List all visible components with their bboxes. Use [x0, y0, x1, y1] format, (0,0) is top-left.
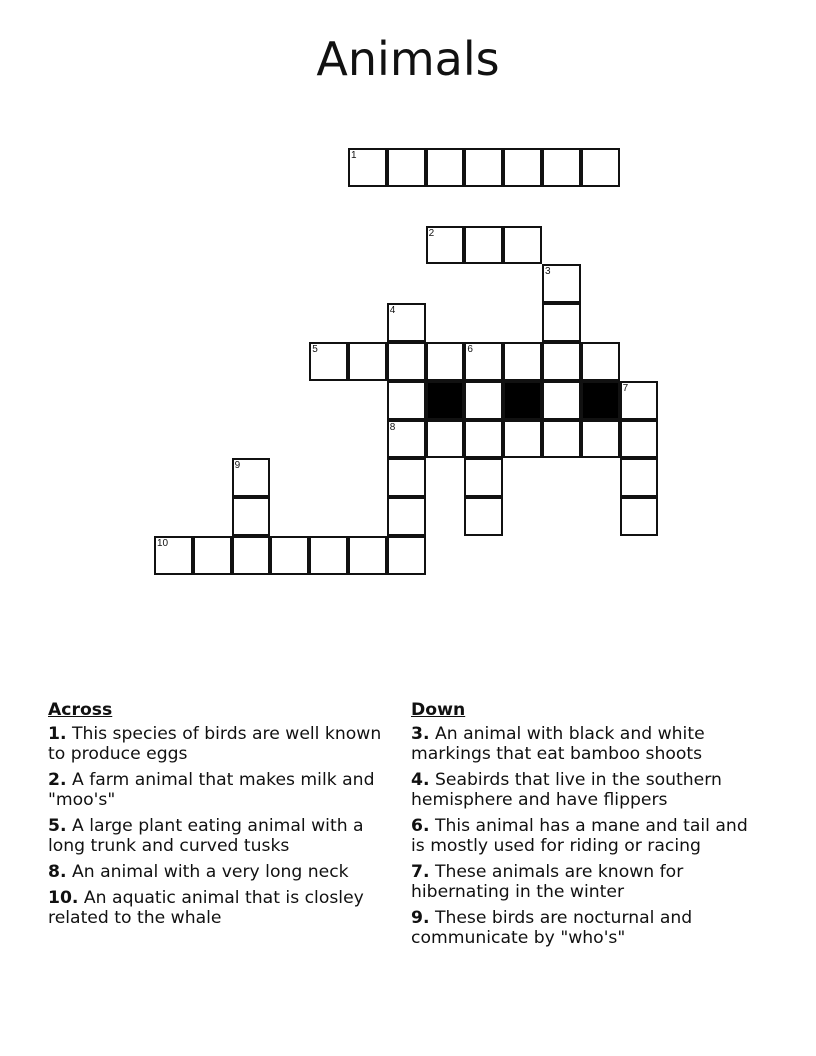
answer-cell[interactable] [503, 420, 542, 459]
across-heading: Across [48, 700, 113, 720]
clue-number-label: 9 [234, 460, 241, 472]
clue-number: 8. [48, 862, 67, 882]
clue-text: A farm animal that makes milk and "moo's" [48, 770, 375, 810]
answer-cell[interactable] [387, 381, 426, 420]
clue-number-label: 4 [389, 305, 396, 317]
answer-cell[interactable] [503, 148, 542, 187]
black-square [426, 381, 465, 420]
clue-text: These birds are nocturnal and communicate by "who's" [411, 908, 693, 948]
clue-number: 3. [411, 724, 430, 744]
answer-cell[interactable] [581, 342, 620, 381]
clue-text: This species of birds are well known to produce eggs [48, 724, 382, 764]
answer-cell[interactable] [348, 342, 387, 381]
answer-cell[interactable] [387, 303, 426, 342]
answer-cell[interactable] [542, 264, 581, 303]
clue-text: An aquatic animal that is closley related to the whale [48, 888, 364, 928]
answer-cell[interactable] [464, 458, 503, 497]
across-clue-10 [48, 888, 403, 928]
answer-cell[interactable] [503, 342, 542, 381]
clue-text: Seabirds that live in the southern hemisphere and have flippers [411, 770, 722, 810]
clue-text: A large plant eating animal with a long trunk and curved tusks [48, 816, 364, 856]
down-clues [411, 700, 766, 954]
answer-cell[interactable] [581, 420, 620, 459]
answer-cell[interactable] [542, 381, 581, 420]
answer-cell[interactable] [387, 148, 426, 187]
clue-number-label: 8 [389, 421, 396, 433]
across-clue-2 [48, 770, 403, 810]
answer-cell[interactable] [232, 536, 271, 575]
clue-number: 4. [411, 770, 430, 790]
answer-cell[interactable] [464, 342, 503, 381]
down-clue-4 [411, 770, 766, 810]
answer-cell[interactable] [503, 226, 542, 265]
down-heading: Down [411, 700, 466, 720]
answer-cell[interactable] [542, 148, 581, 187]
answer-cell[interactable] [464, 226, 503, 265]
answer-cell[interactable] [193, 536, 232, 575]
clue-number-label: 6 [467, 344, 473, 355]
across-clue-5 [48, 816, 403, 856]
answer-cell[interactable] [387, 536, 426, 575]
answer-cell[interactable] [620, 420, 659, 459]
answer-cell[interactable] [348, 148, 387, 187]
answer-cell[interactable] [426, 226, 465, 265]
answer-cell[interactable] [542, 342, 581, 381]
clue-text: An animal with a very long neck [71, 862, 349, 882]
answer-cell[interactable] [542, 303, 581, 342]
clue-number: 6. [411, 816, 430, 836]
answer-cell[interactable] [387, 497, 426, 536]
clue-number-label: 1 [351, 150, 357, 161]
black-square [503, 381, 542, 420]
answer-cell[interactable] [387, 420, 426, 459]
down-clue-9 [411, 908, 766, 948]
answer-cell[interactable] [232, 497, 271, 536]
answer-cell[interactable] [620, 497, 659, 536]
down-clue-7 [411, 862, 766, 902]
down-clue-6 [411, 816, 766, 856]
across-clue-8 [48, 862, 403, 882]
answer-cell[interactable] [620, 458, 659, 497]
answer-cell[interactable] [154, 536, 193, 575]
answer-cell[interactable] [542, 420, 581, 459]
answer-cell[interactable] [464, 420, 503, 459]
answer-cell[interactable] [270, 536, 309, 575]
down-clue-3 [411, 724, 766, 764]
black-square [581, 381, 620, 420]
clue-number-label: 10 [157, 538, 169, 549]
answer-cell[interactable] [309, 342, 348, 381]
answer-cell[interactable] [387, 458, 426, 497]
clue-number: 9. [411, 908, 430, 928]
answer-cell[interactable] [620, 381, 659, 420]
answer-cell[interactable] [348, 536, 387, 575]
clue-number: 2. [48, 770, 67, 790]
clue-number: 5. [48, 816, 67, 836]
clue-text: This animal has a mane and tail and is mostly used for riding or racing [411, 816, 748, 856]
clue-number: 10. [48, 888, 79, 908]
clue-number-label: 7 [622, 382, 629, 394]
answer-cell[interactable] [426, 420, 465, 459]
clue-number-label: 3 [545, 266, 551, 278]
answer-cell[interactable] [464, 148, 503, 187]
clue-text: An animal with black and white markings that eat bamboo shoots [411, 724, 705, 764]
across-clues [48, 700, 403, 934]
answer-cell[interactable] [387, 342, 426, 381]
puzzle-title: Animals [316, 32, 500, 86]
answer-cell[interactable] [309, 536, 348, 575]
across-clue-1 [48, 724, 403, 764]
clue-text: These animals are known for hibernating in the winter [411, 862, 684, 902]
answer-cell[interactable] [464, 381, 503, 420]
clue-number: 1. [48, 724, 67, 744]
clue-number: 7. [411, 862, 430, 882]
answer-cell[interactable] [232, 458, 271, 497]
answer-cell[interactable] [464, 497, 503, 536]
answer-cell[interactable] [426, 148, 465, 187]
answer-cell[interactable] [581, 148, 620, 187]
answer-cell[interactable] [426, 342, 465, 381]
clue-number-label: 2 [428, 227, 435, 239]
clue-number-label: 5 [312, 344, 318, 355]
